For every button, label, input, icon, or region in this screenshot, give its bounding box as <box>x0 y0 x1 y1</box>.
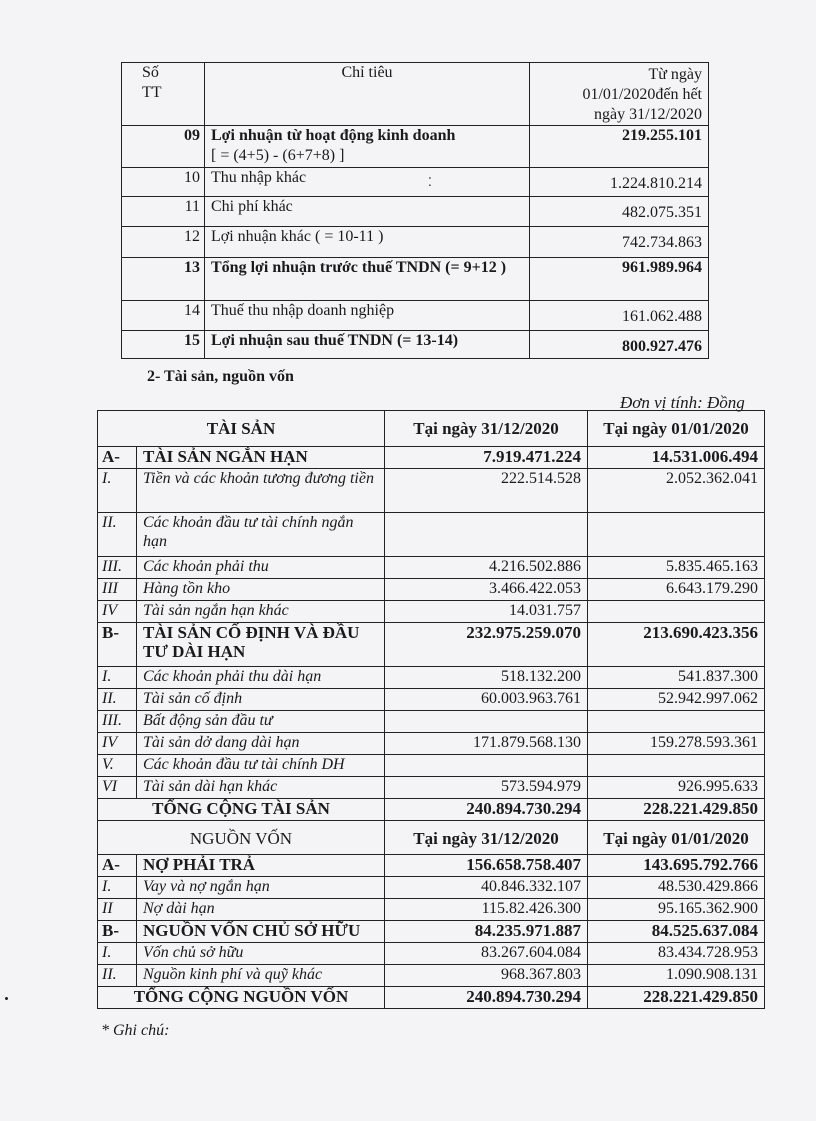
assets-body <box>98 447 765 799</box>
row-label-sub: [ = (4+5) - (6+7+8) ] <box>211 147 345 164</box>
assets-header-col2: Tại ngày 01/01/2020 <box>588 411 765 447</box>
row-code: A- <box>98 855 137 877</box>
row-code: IV <box>98 601 137 623</box>
row-label: Tài sản cố định <box>137 689 385 711</box>
row-label: Hàng tồn kho <box>137 579 385 601</box>
balance-table <box>97 410 765 1009</box>
row-label: Các khoản phải thu dài hạn <box>137 667 385 689</box>
table-row <box>98 733 765 755</box>
table-row <box>98 965 765 987</box>
row-v1: 156.658.758.407 <box>385 855 588 877</box>
row-label: NGUỒN VỐN CHỦ SỞ HỮU <box>137 921 385 943</box>
table-row <box>98 877 765 899</box>
table-row <box>98 513 765 557</box>
row-value: 742.734.863 <box>530 227 709 258</box>
assets-header-col1: Tại ngày 31/12/2020 <box>385 411 588 447</box>
row-code: VI <box>98 777 137 799</box>
liabilities-header-label: NGUỒN VỐN <box>98 821 385 855</box>
stray-mark: ⁚ <box>428 175 432 189</box>
table-row <box>98 689 765 711</box>
assets-header-row <box>98 411 765 447</box>
row-v2 <box>588 601 765 623</box>
row-v2: 14.531.006.494 <box>588 447 765 469</box>
row-v1: 115.82.426.300 <box>385 899 588 921</box>
table-row <box>98 667 765 689</box>
row-v2: 6.643.179.290 <box>588 579 765 601</box>
row-no: 14 <box>122 301 205 331</box>
row-no: 11 <box>122 197 205 227</box>
row-code: IV <box>98 733 137 755</box>
table-row <box>98 557 765 579</box>
row-v1: 14.031.757 <box>385 601 588 623</box>
section-title: 2- Tài sản, nguồn vốn <box>147 368 294 385</box>
row-label: Tiền và các khoản tương đương tiền <box>137 469 385 513</box>
row-value: 219.255.101 <box>530 126 709 168</box>
income-table <box>121 62 709 359</box>
row-v1: 518.132.200 <box>385 667 588 689</box>
row-v2: 95.165.362.900 <box>588 899 765 921</box>
liabilities-total-v2: 228.221.429.850 <box>588 987 765 1009</box>
margin-dot <box>5 997 8 1000</box>
table-row <box>122 258 709 301</box>
row-v2: 213.690.423.356 <box>588 623 765 667</box>
table-row <box>122 126 709 168</box>
row-v1: 60.003.963.761 <box>385 689 588 711</box>
row-label: Tài sản dở dang dài hạn <box>137 733 385 755</box>
note: * Ghi chú: <box>101 1022 170 1039</box>
row-label <box>205 126 530 168</box>
row-v1: 40.846.332.107 <box>385 877 588 899</box>
row-code: I. <box>98 877 137 899</box>
row-v2: 1.090.908.131 <box>588 965 765 987</box>
table-row <box>122 197 709 227</box>
row-label: Các khoản đầu tư tài chính ngắn hạn <box>137 513 385 557</box>
row-code: V. <box>98 755 137 777</box>
row-label: Các khoản đầu tư tài chính DH <box>137 755 385 777</box>
row-code: II. <box>98 689 137 711</box>
row-label: Chi phí khác <box>205 197 530 227</box>
row-v1: 573.594.979 <box>385 777 588 799</box>
row-v1: 84.235.971.887 <box>385 921 588 943</box>
assets-total-v2: 228.221.429.850 <box>588 799 765 821</box>
row-v2 <box>588 711 765 733</box>
row-v2: 541.837.300 <box>588 667 765 689</box>
row-label: NỢ PHẢI TRẢ <box>137 855 385 877</box>
row-label: TÀI SẢN CỐ ĐỊNH VÀ ĐẦU TƯ DÀI HẠN <box>137 623 385 667</box>
table-row <box>122 227 709 258</box>
row-code: I. <box>98 943 137 965</box>
col-header-label: Chỉ tiêu <box>205 63 530 126</box>
table-row <box>98 921 765 943</box>
table-row <box>122 331 709 359</box>
row-no: 10 <box>122 168 205 197</box>
row-v1: 232.975.259.070 <box>385 623 588 667</box>
row-v2: 926.995.633 <box>588 777 765 799</box>
table-row <box>98 469 765 513</box>
income-header-row <box>122 63 709 126</box>
row-v1 <box>385 755 588 777</box>
liabilities-total-v1: 240.894.730.294 <box>385 987 588 1009</box>
row-code: III. <box>98 557 137 579</box>
row-code: II. <box>98 965 137 987</box>
row-code: B- <box>98 921 137 943</box>
row-label: Các khoản phải thu <box>137 557 385 579</box>
row-v2 <box>588 755 765 777</box>
row-code: II <box>98 899 137 921</box>
row-v1: 83.267.604.084 <box>385 943 588 965</box>
row-v2 <box>588 513 765 557</box>
liabilities-total-row <box>98 987 765 1009</box>
row-label: Thuế thu nhập doanh nghiệp <box>205 301 530 331</box>
row-label: Nợ dài hạn <box>137 899 385 921</box>
table-row <box>98 855 765 877</box>
row-v2: 159.278.593.361 <box>588 733 765 755</box>
row-code: I. <box>98 667 137 689</box>
table-row <box>98 623 765 667</box>
liabilities-total-label: TỔNG CỘNG NGUỒN VỐN <box>98 987 385 1009</box>
row-label: Vốn chủ sở hữu <box>137 943 385 965</box>
row-code: III. <box>98 711 137 733</box>
row-code: I. <box>98 469 137 513</box>
row-code: B- <box>98 623 137 667</box>
unit-label: Đơn vị tính: Đồng <box>620 393 745 412</box>
assets-total-row <box>98 799 765 821</box>
table-row <box>98 777 765 799</box>
row-v1: 222.514.528 <box>385 469 588 513</box>
row-value: 961.989.964 <box>530 258 709 301</box>
row-label: Tổng lợi nhuận trước thuế TNDN (= 9+12 ) <box>205 258 530 301</box>
row-no: 12 <box>122 227 205 258</box>
row-v1: 171.879.568.130 <box>385 733 588 755</box>
table-row <box>98 579 765 601</box>
table-row <box>98 899 765 921</box>
row-v1: 3.466.422.053 <box>385 579 588 601</box>
row-v2: 48.530.429.866 <box>588 877 765 899</box>
liabilities-header-col1: Tại ngày 31/12/2020 <box>385 821 588 855</box>
row-v2: 84.525.637.084 <box>588 921 765 943</box>
assets-total-label: TỔNG CỘNG TÀI SẢN <box>98 799 385 821</box>
row-value: 1.224.810.214 <box>530 168 709 197</box>
table-row <box>122 301 709 331</box>
row-v2: 2.052.362.041 <box>588 469 765 513</box>
table-row <box>98 755 765 777</box>
row-code: II. <box>98 513 137 557</box>
table-row <box>122 168 709 197</box>
row-label: Tài sản ngắn hạn khác <box>137 601 385 623</box>
row-no: 09 <box>122 126 205 168</box>
col-header-value: Từ ngày 01/01/2020đến hết ngày 31/12/2020 <box>530 63 709 126</box>
row-v1: 7.919.471.224 <box>385 447 588 469</box>
row-value: 482.075.351 <box>530 197 709 227</box>
liabilities-header-row <box>98 821 765 855</box>
row-label: Lợi nhuận sau thuế TNDN (= 13-14) <box>205 331 530 359</box>
row-v1 <box>385 711 588 733</box>
row-v2: 52.942.997.062 <box>588 689 765 711</box>
assets-header-label: TÀI SẢN <box>98 411 385 447</box>
row-code: A- <box>98 447 137 469</box>
row-no: 15 <box>122 331 205 359</box>
table-row <box>98 711 765 733</box>
row-label: Thu nhập khác <box>205 168 530 197</box>
row-v2: 83.434.728.953 <box>588 943 765 965</box>
row-label: Lợi nhuận khác ( = 10-11 ) <box>205 227 530 258</box>
assets-total-v1: 240.894.730.294 <box>385 799 588 821</box>
row-value: 161.062.488 <box>530 301 709 331</box>
row-v2: 5.835.465.163 <box>588 557 765 579</box>
table-row <box>98 943 765 965</box>
row-no: 13 <box>122 258 205 301</box>
row-label: Nguồn kinh phí và quỹ khác <box>137 965 385 987</box>
row-label: Vay và nợ ngắn hạn <box>137 877 385 899</box>
row-label: Bất động sản đầu tư <box>137 711 385 733</box>
row-v2: 143.695.792.766 <box>588 855 765 877</box>
row-v1: 4.216.502.886 <box>385 557 588 579</box>
liabilities-body <box>98 855 765 987</box>
row-code: III <box>98 579 137 601</box>
table-row <box>98 447 765 469</box>
row-label: Tài sản dài hạn khác <box>137 777 385 799</box>
col-header-no: Số TT <box>122 63 205 126</box>
liabilities-header-col2: Tại ngày 01/01/2020 <box>588 821 765 855</box>
row-label-text: Lợi nhuận từ hoạt động kinh doanh <box>211 127 456 144</box>
row-value: 800.927.476 <box>530 331 709 359</box>
row-label: TÀI SẢN NGẮN HẠN <box>137 447 385 469</box>
row-v1 <box>385 513 588 557</box>
table-row <box>98 601 765 623</box>
row-v1: 968.367.803 <box>385 965 588 987</box>
